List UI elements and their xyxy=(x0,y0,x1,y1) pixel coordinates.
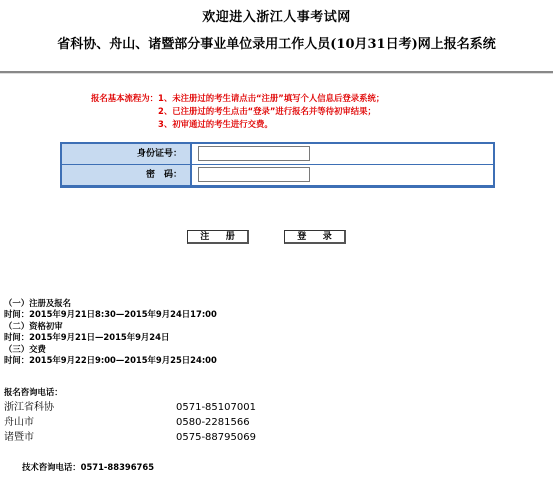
id-number-input[interactable] xyxy=(198,146,310,161)
contact-title: 报名咨询电话： xyxy=(4,387,63,397)
page-header xyxy=(0,8,553,54)
contact-list xyxy=(4,400,256,445)
schedule-section xyxy=(4,298,217,366)
list-item xyxy=(4,415,256,430)
contact-name: 诸暨市 xyxy=(4,432,34,443)
contact-name: 浙江省科协 xyxy=(4,402,54,413)
register-button[interactable]: 注 册 xyxy=(187,230,249,244)
password-input[interactable] xyxy=(198,167,310,182)
schedule-line: 时间：2015年9月21日—2015年9月24日 xyxy=(4,332,170,343)
schedule-line: 时间：2015年9月22日9:00—2015年9月25日24:00 xyxy=(4,355,217,366)
process-label: 报名基本流程为： xyxy=(91,93,158,103)
schedule-line: （三）交费 xyxy=(4,343,46,354)
page-subtitle: 省科协、舟山、诸暨部分事业单位录用工作人员(10月31日考)网上报名系统 xyxy=(57,37,496,52)
login-form xyxy=(60,142,495,188)
password-row xyxy=(62,165,493,185)
list-item xyxy=(4,430,256,445)
id-row xyxy=(62,144,493,164)
id-number-label: 身份证号： xyxy=(62,144,190,164)
list-item xyxy=(4,400,256,415)
schedule-line: （二）资格初审 xyxy=(4,320,63,331)
schedule-line: 时间：2015年9月21日8:30—2015年9月24日17:00 xyxy=(4,309,217,320)
process-instructions xyxy=(78,92,384,131)
process-step-2: 2、已注册过的考生点击“登录”进行报名并等待初审结果； xyxy=(158,106,376,116)
password-label: 密 码： xyxy=(62,165,190,185)
tech-support-phone: 技术咨询电话：0571-88396765 xyxy=(22,462,155,472)
process-step-3: 3、初审通过的考生进行交费。 xyxy=(158,119,273,129)
page-title: 欢迎进入浙江人事考试网 xyxy=(202,10,351,25)
contact-name: 舟山市 xyxy=(4,417,34,428)
id-number-cell xyxy=(192,144,493,164)
contact-phone: 0580-2281566 xyxy=(176,417,250,428)
process-step-1: 1、未注册过的考生请点击“注册”填写个人信息后登录系统； xyxy=(158,93,385,103)
schedule-line: （一）注册及报名 xyxy=(4,298,71,308)
password-cell xyxy=(192,165,493,185)
login-button[interactable]: 登 录 xyxy=(284,230,346,244)
header-divider xyxy=(0,71,553,74)
contact-phone: 0571-85107001 xyxy=(176,402,256,413)
contact-phone: 0575-88795069 xyxy=(176,432,256,443)
